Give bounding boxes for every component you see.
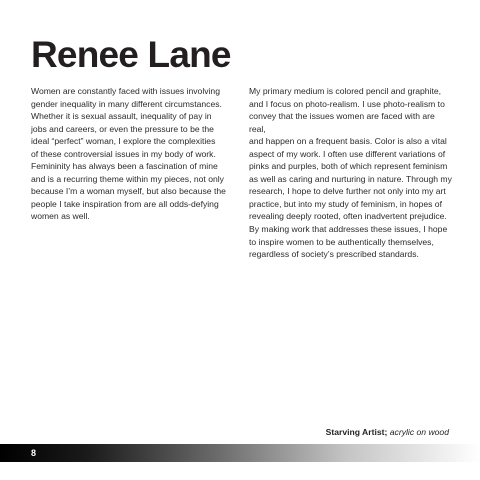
page-title: Renee Lane	[31, 34, 231, 75]
artwork-medium: acrylic on wood	[389, 427, 449, 437]
footer-gradient-bar	[0, 444, 480, 462]
artist-statement-right-column: My primary medium is colored pencil and graphite, and I focus on photo-realism. I use photo-realism to convey that the issues women are faced with are real, and happen on a frequent basis. Color is also a vital aspect of my work. I often use different variations of pinks and purples, both of which represent feminism as well as caring and nurturing in nature. Through my research, I hope to delve further not only into my art practice, but into my study of feminism, in hopes of revealing deeply rooted, often inadvertent prejudice. By making work that addresses these issues, I hope to inspire women to be authentically themselves, regardless of society’s prescribed standards.	[249, 86, 452, 260]
artist-statement-left-column: Women are constantly faced with issues involving gender inequality in many different circumstances. Whether it is sexual assault, inequality of pay in jobs and careers, or even the pressure to be the ideal “perfect” woman, I explore the complexities of these controversial issues in my body of work. Femininity has always been a fascination of mine and is a recurring theme within my pieces, not only because I’m a woman myself, but also because the people I take inspiration from are all odds-defying women as well.	[31, 86, 226, 222]
artwork-caption	[326, 426, 449, 438]
page-number: 8	[31, 448, 37, 458]
artwork-title: Starving Artist;	[325, 427, 388, 437]
